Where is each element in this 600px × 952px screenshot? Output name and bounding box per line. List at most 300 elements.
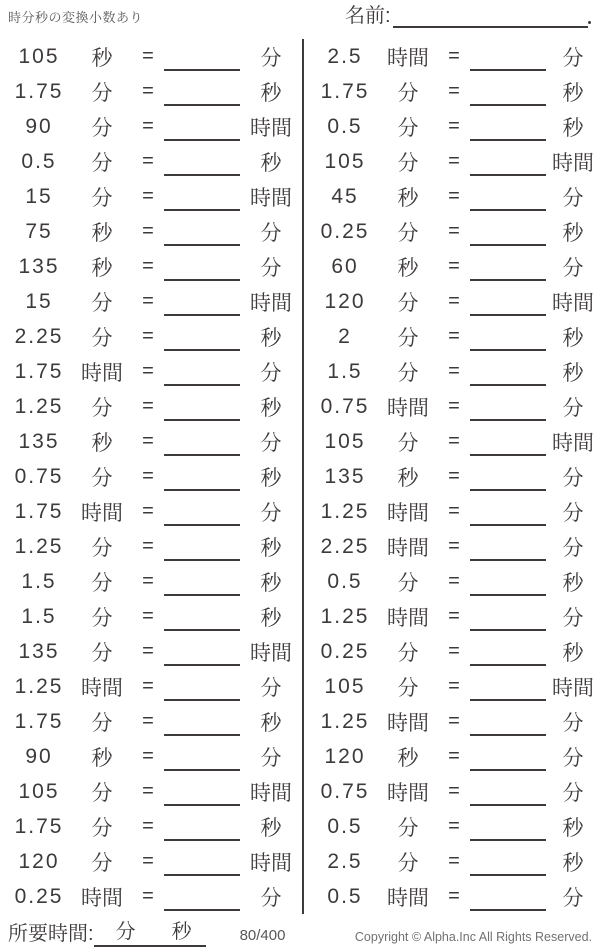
problem-row <box>312 564 600 599</box>
problem-row <box>6 459 302 494</box>
answer-blank[interactable] <box>470 778 546 806</box>
problem-from-unit: 秒 <box>91 431 113 455</box>
problem-value: 2.25 <box>14 324 64 348</box>
problem-to-unit: 時間 <box>552 676 594 700</box>
problem-to-unit: 分 <box>260 676 282 700</box>
worksheet-title: 時分秒の変換小数あり <box>8 10 144 25</box>
copyright-text: Copyright © Alpha.Inc All Rights Reserved. <box>354 930 592 944</box>
elapsed-time-label: 所要時間: <box>8 923 94 945</box>
problem-value: 0.75 <box>320 779 370 803</box>
equals-sign: = <box>448 255 460 277</box>
problem-from-unit: 分 <box>397 816 419 840</box>
problem-to-unit: 分 <box>562 536 584 560</box>
problem-to-unit: 秒 <box>562 326 584 350</box>
answer-blank[interactable] <box>164 638 240 666</box>
problem-row <box>312 179 600 214</box>
problem-from-unit: 分 <box>397 116 419 140</box>
problem-from-unit: 分 <box>397 571 419 595</box>
problem-row <box>6 319 302 354</box>
problem-from-unit: 時間 <box>81 676 123 700</box>
equals-sign: = <box>142 290 154 312</box>
problem-value: 45 <box>331 184 359 208</box>
answer-blank[interactable] <box>470 358 546 386</box>
problems-area <box>0 39 600 914</box>
problem-row <box>6 669 302 704</box>
problem-to-unit: 秒 <box>260 81 282 105</box>
problem-value: 15 <box>25 289 53 313</box>
problem-row <box>312 879 600 914</box>
answer-blank[interactable] <box>164 533 240 561</box>
answer-blank[interactable] <box>164 288 240 316</box>
problem-from-unit: 分 <box>91 326 113 350</box>
answer-blank[interactable] <box>164 603 240 631</box>
answer-blank[interactable] <box>164 778 240 806</box>
problem-row <box>312 144 600 179</box>
problem-value: 1.75 <box>14 359 64 383</box>
equals-sign: = <box>142 45 154 67</box>
problem-value: 75 <box>25 219 53 243</box>
problem-to-unit: 分 <box>562 256 584 280</box>
problem-row <box>312 704 600 739</box>
problem-value: 2 <box>338 324 352 348</box>
problem-to-unit: 秒 <box>562 571 584 595</box>
problem-from-unit: 分 <box>91 81 113 105</box>
problem-from-unit: 時間 <box>387 396 429 420</box>
equals-sign: = <box>142 465 154 487</box>
equals-sign: = <box>448 430 460 452</box>
name-input-line[interactable] <box>393 4 588 28</box>
problem-from-unit: 時間 <box>387 711 429 735</box>
problem-value: 105 <box>18 779 60 803</box>
problem-value: 1.25 <box>320 604 370 628</box>
problem-value: 1.25 <box>14 534 64 558</box>
problem-to-unit: 秒 <box>562 361 584 385</box>
problem-to-unit: 分 <box>260 746 282 770</box>
equals-sign: = <box>142 220 154 242</box>
answer-blank[interactable] <box>164 883 240 911</box>
problem-from-unit: 分 <box>91 641 113 665</box>
problems-column-left <box>0 39 302 914</box>
problem-row <box>312 669 600 704</box>
problem-value: 2.25 <box>320 534 370 558</box>
answer-blank[interactable] <box>164 113 240 141</box>
answer-blank[interactable] <box>470 148 546 176</box>
answer-blank[interactable] <box>164 568 240 596</box>
equals-sign: = <box>448 220 460 242</box>
problem-row <box>312 249 600 284</box>
problem-to-unit: 秒 <box>562 81 584 105</box>
problem-from-unit: 分 <box>397 291 419 315</box>
elapsed-minutes-unit: 分 <box>115 921 136 943</box>
problem-row <box>312 774 600 809</box>
answer-blank[interactable] <box>164 463 240 491</box>
problem-to-unit: 時間 <box>250 186 292 210</box>
problem-value: 1.25 <box>320 499 370 523</box>
problem-to-unit: 分 <box>260 431 282 455</box>
problem-to-unit: 分 <box>260 886 282 910</box>
problem-to-unit: 分 <box>562 781 584 805</box>
problem-from-unit: 分 <box>397 326 419 350</box>
equals-sign: = <box>448 465 460 487</box>
problem-from-unit: 分 <box>397 851 419 875</box>
problem-value: 0.75 <box>14 464 64 488</box>
equals-sign: = <box>142 255 154 277</box>
answer-blank[interactable] <box>470 288 546 316</box>
answer-blank[interactable] <box>470 113 546 141</box>
problem-from-unit: 時間 <box>387 46 429 70</box>
problem-row <box>6 844 302 879</box>
elapsed-time-blank[interactable] <box>94 919 206 947</box>
problem-to-unit: 秒 <box>260 606 282 630</box>
equals-sign: = <box>448 745 460 767</box>
problems-column-right <box>302 39 600 914</box>
equals-sign: = <box>142 500 154 522</box>
answer-blank[interactable] <box>164 428 240 456</box>
problem-from-unit: 秒 <box>397 746 419 770</box>
problem-value: 120 <box>324 289 366 313</box>
problem-from-unit: 分 <box>91 711 113 735</box>
equals-sign: = <box>142 535 154 557</box>
problem-value: 1.25 <box>14 394 64 418</box>
answer-blank[interactable] <box>470 603 546 631</box>
problem-row <box>312 739 600 774</box>
answer-blank[interactable] <box>164 498 240 526</box>
page-number: 80/400 <box>239 927 286 944</box>
problem-to-unit: 時間 <box>250 641 292 665</box>
problem-row <box>6 284 302 319</box>
equals-sign: = <box>142 850 154 872</box>
equals-sign: = <box>448 80 460 102</box>
problem-row <box>6 704 302 739</box>
problem-value: 1.75 <box>14 79 64 103</box>
name-label: 名前: <box>345 5 391 27</box>
problem-from-unit: 分 <box>91 396 113 420</box>
problem-row <box>312 844 600 879</box>
answer-blank[interactable] <box>164 708 240 736</box>
problem-to-unit: 分 <box>562 396 584 420</box>
answer-blank[interactable] <box>164 78 240 106</box>
problem-row <box>312 634 600 669</box>
equals-sign: = <box>448 675 460 697</box>
problem-to-unit: 分 <box>562 606 584 630</box>
answer-blank[interactable] <box>470 848 546 876</box>
problem-from-unit: 分 <box>397 221 419 245</box>
answer-blank[interactable] <box>164 253 240 281</box>
problem-row <box>6 809 302 844</box>
problem-value: 0.5 <box>327 814 363 838</box>
problem-value: 105 <box>324 149 366 173</box>
problem-row <box>6 564 302 599</box>
problem-row <box>312 74 600 109</box>
problem-row <box>312 354 600 389</box>
footer <box>0 916 600 950</box>
problem-row <box>312 529 600 564</box>
problem-row <box>312 599 600 634</box>
problem-row <box>6 529 302 564</box>
problem-to-unit: 秒 <box>260 571 282 595</box>
answer-blank[interactable] <box>164 43 240 71</box>
problem-row <box>6 634 302 669</box>
answer-blank[interactable] <box>470 253 546 281</box>
problem-from-unit: 時間 <box>387 606 429 630</box>
problem-to-unit: 分 <box>562 501 584 525</box>
problem-value: 1.25 <box>14 674 64 698</box>
equals-sign: = <box>142 605 154 627</box>
problem-from-unit: 分 <box>397 81 419 105</box>
equals-sign: = <box>142 710 154 732</box>
equals-sign: = <box>142 780 154 802</box>
problem-row <box>312 459 600 494</box>
problem-from-unit: 時間 <box>81 501 123 525</box>
equals-sign: = <box>142 885 154 907</box>
problem-from-unit: 分 <box>397 641 419 665</box>
problem-from-unit: 分 <box>91 291 113 315</box>
problem-to-unit: 分 <box>260 46 282 70</box>
equals-sign: = <box>448 115 460 137</box>
problem-from-unit: 秒 <box>91 746 113 770</box>
problem-value: 135 <box>324 464 366 488</box>
problem-from-unit: 時間 <box>387 886 429 910</box>
problem-from-unit: 分 <box>397 151 419 175</box>
answer-blank[interactable] <box>470 393 546 421</box>
problem-value: 1.75 <box>320 79 370 103</box>
answer-blank[interactable] <box>164 743 240 771</box>
problem-to-unit: 分 <box>260 361 282 385</box>
problem-value: 1.75 <box>14 709 64 733</box>
problem-value: 0.75 <box>320 394 370 418</box>
answer-blank[interactable] <box>470 638 546 666</box>
answer-blank[interactable] <box>470 568 546 596</box>
equals-sign: = <box>448 325 460 347</box>
problem-to-unit: 秒 <box>260 151 282 175</box>
problem-row <box>6 214 302 249</box>
problem-to-unit: 秒 <box>260 711 282 735</box>
answer-blank[interactable] <box>164 148 240 176</box>
answer-blank[interactable] <box>164 358 240 386</box>
problem-from-unit: 分 <box>397 676 419 700</box>
problem-value: 0.5 <box>327 884 363 908</box>
equals-sign: = <box>142 325 154 347</box>
equals-sign: = <box>448 360 460 382</box>
problem-to-unit: 秒 <box>562 851 584 875</box>
problem-value: 135 <box>18 639 60 663</box>
equals-sign: = <box>142 815 154 837</box>
answer-blank[interactable] <box>470 673 546 701</box>
problem-from-unit: 秒 <box>397 256 419 280</box>
problem-row <box>6 739 302 774</box>
problem-row <box>6 424 302 459</box>
problem-to-unit: 分 <box>562 46 584 70</box>
problem-to-unit: 分 <box>562 711 584 735</box>
answer-blank[interactable] <box>164 673 240 701</box>
answer-blank[interactable] <box>470 323 546 351</box>
problem-row <box>312 39 600 74</box>
equals-sign: = <box>448 150 460 172</box>
answer-blank[interactable] <box>470 883 546 911</box>
problem-to-unit: 秒 <box>260 536 282 560</box>
problem-to-unit: 分 <box>562 186 584 210</box>
equals-sign: = <box>142 395 154 417</box>
equals-sign: = <box>448 570 460 592</box>
problem-row <box>312 319 600 354</box>
problem-to-unit: 秒 <box>260 326 282 350</box>
problem-row <box>312 494 600 529</box>
problem-from-unit: 秒 <box>91 46 113 70</box>
answer-blank[interactable] <box>164 183 240 211</box>
problem-row <box>312 424 600 459</box>
name-area <box>345 4 588 28</box>
equals-sign: = <box>142 745 154 767</box>
problem-row <box>6 249 302 284</box>
problem-value: 1.5 <box>327 359 363 383</box>
problem-row <box>6 354 302 389</box>
answer-blank[interactable] <box>470 498 546 526</box>
problem-to-unit: 分 <box>260 501 282 525</box>
answer-blank[interactable] <box>470 428 546 456</box>
problem-to-unit: 分 <box>562 746 584 770</box>
problem-row <box>6 389 302 424</box>
problem-from-unit: 分 <box>397 431 419 455</box>
problem-to-unit: 分 <box>562 466 584 490</box>
problem-to-unit: 分 <box>260 221 282 245</box>
problem-row <box>312 214 600 249</box>
equals-sign: = <box>142 115 154 137</box>
problem-value: 1.5 <box>21 569 57 593</box>
problem-to-unit: 秒 <box>260 816 282 840</box>
answer-blank[interactable] <box>470 218 546 246</box>
problem-value: 0.5 <box>327 114 363 138</box>
problem-from-unit: 分 <box>397 361 419 385</box>
problem-from-unit: 分 <box>91 816 113 840</box>
problem-from-unit: 分 <box>91 781 113 805</box>
problem-from-unit: 時間 <box>81 886 123 910</box>
problem-row <box>6 879 302 914</box>
problem-to-unit: 時間 <box>552 291 594 315</box>
problem-value: 2.5 <box>327 44 363 68</box>
problem-value: 0.25 <box>320 219 370 243</box>
problem-from-unit: 時間 <box>81 361 123 385</box>
equals-sign: = <box>142 360 154 382</box>
problem-value: 1.5 <box>21 604 57 628</box>
problem-row <box>6 109 302 144</box>
answer-blank[interactable] <box>470 813 546 841</box>
equals-sign: = <box>448 850 460 872</box>
equals-sign: = <box>142 430 154 452</box>
problem-from-unit: 分 <box>91 116 113 140</box>
problem-from-unit: 秒 <box>91 221 113 245</box>
problem-to-unit: 秒 <box>562 221 584 245</box>
answer-blank[interactable] <box>164 848 240 876</box>
equals-sign: = <box>448 185 460 207</box>
answer-blank[interactable] <box>470 533 546 561</box>
problem-row <box>6 599 302 634</box>
elapsed-seconds-unit: 秒 <box>171 921 192 943</box>
name-line-end-dot <box>588 21 591 24</box>
problem-value: 1.75 <box>14 499 64 523</box>
problem-from-unit: 分 <box>91 151 113 175</box>
answer-blank[interactable] <box>470 78 546 106</box>
answer-blank[interactable] <box>164 813 240 841</box>
equals-sign: = <box>142 675 154 697</box>
problem-to-unit: 時間 <box>250 781 292 805</box>
problem-value: 120 <box>324 744 366 768</box>
equals-sign: = <box>142 80 154 102</box>
problem-to-unit: 時間 <box>552 431 594 455</box>
problem-to-unit: 秒 <box>260 466 282 490</box>
problem-to-unit: 分 <box>260 256 282 280</box>
problem-value: 60 <box>331 254 359 278</box>
answer-blank[interactable] <box>164 323 240 351</box>
equals-sign: = <box>448 815 460 837</box>
problem-value: 0.5 <box>21 149 57 173</box>
problem-from-unit: 分 <box>91 606 113 630</box>
problem-row <box>6 494 302 529</box>
problem-from-unit: 分 <box>91 851 113 875</box>
problem-row <box>312 284 600 319</box>
problem-from-unit: 秒 <box>397 186 419 210</box>
problem-from-unit: 時間 <box>387 781 429 805</box>
problem-from-unit: 分 <box>91 536 113 560</box>
problem-value: 105 <box>324 429 366 453</box>
equals-sign: = <box>448 885 460 907</box>
equals-sign: = <box>142 185 154 207</box>
problem-value: 90 <box>25 114 53 138</box>
problem-value: 120 <box>18 849 60 873</box>
problem-from-unit: 分 <box>91 466 113 490</box>
answer-blank[interactable] <box>164 393 240 421</box>
answer-blank[interactable] <box>470 43 546 71</box>
problem-value: 105 <box>18 44 60 68</box>
problem-from-unit: 秒 <box>91 256 113 280</box>
answer-blank[interactable] <box>470 463 546 491</box>
problem-value: 15 <box>25 184 53 208</box>
problem-value: 135 <box>18 254 60 278</box>
problem-row <box>6 74 302 109</box>
answer-blank[interactable] <box>470 708 546 736</box>
problem-to-unit: 秒 <box>260 396 282 420</box>
problem-value: 135 <box>18 429 60 453</box>
problem-row <box>312 809 600 844</box>
problem-from-unit: 秒 <box>397 466 419 490</box>
problem-value: 2.5 <box>327 849 363 873</box>
problem-row <box>6 144 302 179</box>
equals-sign: = <box>448 780 460 802</box>
problem-value: 105 <box>324 674 366 698</box>
equals-sign: = <box>448 710 460 732</box>
problem-from-unit: 時間 <box>387 536 429 560</box>
problem-row <box>312 109 600 144</box>
equals-sign: = <box>142 570 154 592</box>
equals-sign: = <box>142 150 154 172</box>
problem-to-unit: 秒 <box>562 641 584 665</box>
answer-blank[interactable] <box>164 218 240 246</box>
problem-from-unit: 時間 <box>387 501 429 525</box>
answer-blank[interactable] <box>470 743 546 771</box>
problem-row <box>312 389 600 424</box>
equals-sign: = <box>448 500 460 522</box>
problem-value: 1.25 <box>320 709 370 733</box>
problem-to-unit: 時間 <box>552 151 594 175</box>
problem-to-unit: 時間 <box>250 291 292 315</box>
problem-to-unit: 秒 <box>562 816 584 840</box>
problem-from-unit: 分 <box>91 186 113 210</box>
problem-value: 0.5 <box>327 569 363 593</box>
answer-blank[interactable] <box>470 183 546 211</box>
equals-sign: = <box>448 535 460 557</box>
problem-to-unit: 秒 <box>562 116 584 140</box>
problem-value: 90 <box>25 744 53 768</box>
problem-to-unit: 時間 <box>250 851 292 875</box>
